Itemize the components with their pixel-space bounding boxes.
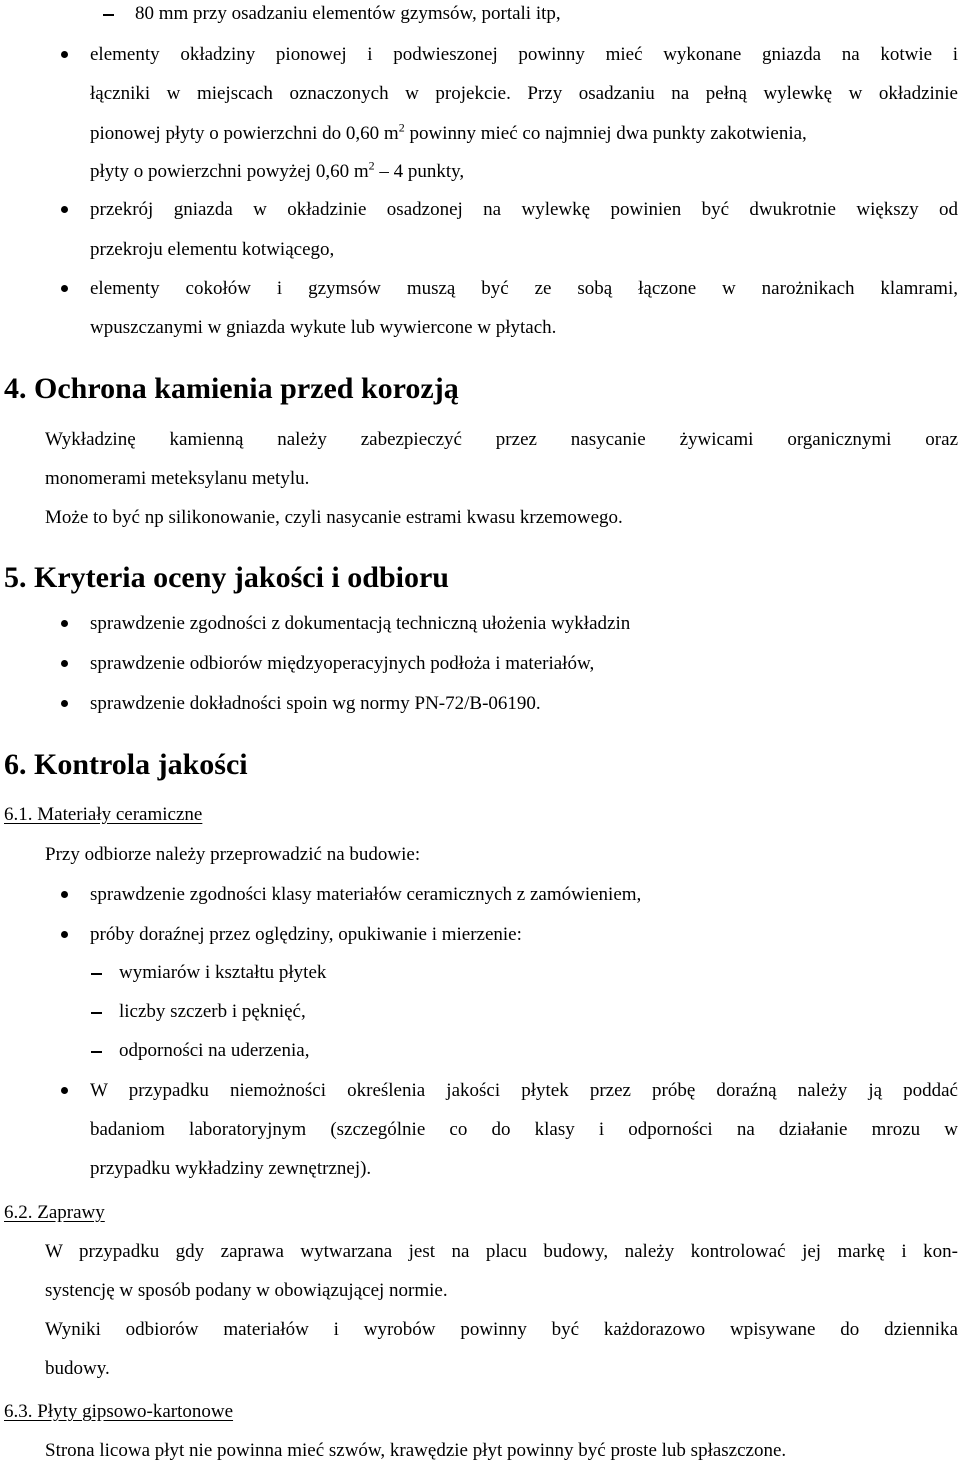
bullet-text-line: łączniki w miejscach oznaczonych w projekcie. Przy osadzaniu na pełną wylewkę w okładzinie [90,83,958,104]
bullet-text-line: W przypadku niemożności określenia jakości płytek przez próbę doraźną należy ją poddać [90,1080,958,1101]
list-item: sprawdzenie dokładności spoin wg normy PN-72/B-06190. [90,693,541,714]
paragraph-line: Wykładzinę kamienną należy zabezpieczyć przez nasycanie żywicami organicznymi oraz [45,429,958,450]
paragraph-line: Strona licowa płyt nie powinna mieć szwów, krawędzie płyt powinny być proste lub spłaszczone. [45,1440,787,1461]
paragraph-line: Wyniki odbiorów materiałów i wyrobów powinny być każdorazowo wpisywane do dziennika [45,1319,958,1340]
dash-marker [91,973,102,975]
paragraph-line: W przypadku gdy zaprawa wytwarzana jest na placu budowy, należy kontrolować jej markę i kon- [45,1241,958,1262]
bullet-marker [61,931,68,938]
list-item: sprawdzenie zgodności z dokumentacją techniczną ułożenia wykładzin [90,613,631,634]
bullet-text-line: przekroju elementu kotwiącego, [90,239,335,260]
bullet-text-line: przypadku wykładziny zewnętrznej). [90,1158,372,1179]
bullet-marker [61,620,68,627]
list-item: sprawdzenie odbiorów międzyoperacyjnych podłoża i materiałów, [90,653,595,674]
bullet-text-line: elementy okładziny pionowej i podwieszonej powinny mieć wykonane gniazda na kotwie i [90,44,958,65]
bullet-text-line: wpuszczanymi w gniazda wykute lub wywiercone w płytach. [90,317,557,338]
superscript: 2 [398,120,405,135]
bullet-marker [61,51,68,58]
list-item: sprawdzenie zgodności klasy materiałów ceramicznych z zamówieniem, [90,884,642,905]
dash-marker [91,1051,102,1053]
bullet-text-line: badaniom laboratoryjnym (szczególnie co do klasy i odporności na działanie mrozu w [90,1119,958,1140]
bullet-text-line: pionowej płyty o powierzchni do 0,60 $m^2$ powinny mieć co najmniej dwa punkty zakotwienia, [90,120,807,144]
bullet-text-line: płyty o powierzchni powyżej 0,60 $m^2 - 4$ punkty, [90,158,465,182]
list-item: próby doraźnej przez oględziny, opukiwanie i mierzenie: [90,924,522,945]
dash-item-text: wymiarów i kształtu płytek [119,962,327,983]
paragraph-line: budowy. [45,1358,110,1379]
bullet-marker [61,700,68,707]
subsection-title: 6.2. Zaprawy [4,1202,105,1223]
bullet-marker [61,206,68,213]
bullet-marker [61,285,68,292]
bullet-marker [61,1087,68,1094]
dash-item-text: odporności na uderzenia, [119,1040,310,1061]
bullet-text-line: przekrój gniazda w okładzinie osadzonej na wylewkę powinien być dwukrotnie większy od [90,199,958,220]
section-heading: 6. Kontrola jakości [4,748,248,781]
paragraph-line: monomerami meteksylanu metylu. [45,468,310,489]
superscript: 2 [368,158,375,173]
subsection-title: 6.1. Materiały ceramiczne [4,804,203,825]
bullet-marker [61,660,68,667]
dash-item-text: liczby szczerb i pęknięć, [119,1001,306,1022]
subsection-title: 6.3. Płyty gipsowo-kartonowe [4,1401,234,1422]
paragraph-line: Przy odbiorze należy przeprowadzić na budowie: [45,844,421,865]
bullet-text-line: elementy cokołów i gzymsów muszą być ze sobą łączone w narożnikach klamrami, [90,278,958,299]
paragraph-line: systencję w sposób podany w obowiązującej normie. [45,1280,448,1301]
paragraph-line: Może to być np silikonowanie, czyli nasycanie estrami kwasu krzemowego. [45,507,623,528]
dash-marker [103,14,114,16]
section-heading: 5. Kryteria oceny jakości i odbioru [4,561,449,594]
dash-marker [91,1012,102,1014]
bullet-marker [61,891,68,898]
section-heading: 4. Ochrona kamienia przed korozją [4,372,459,405]
dash-item-text: 80 mm przy osadzaniu elementów gzymsów, portali itp, [135,3,561,24]
